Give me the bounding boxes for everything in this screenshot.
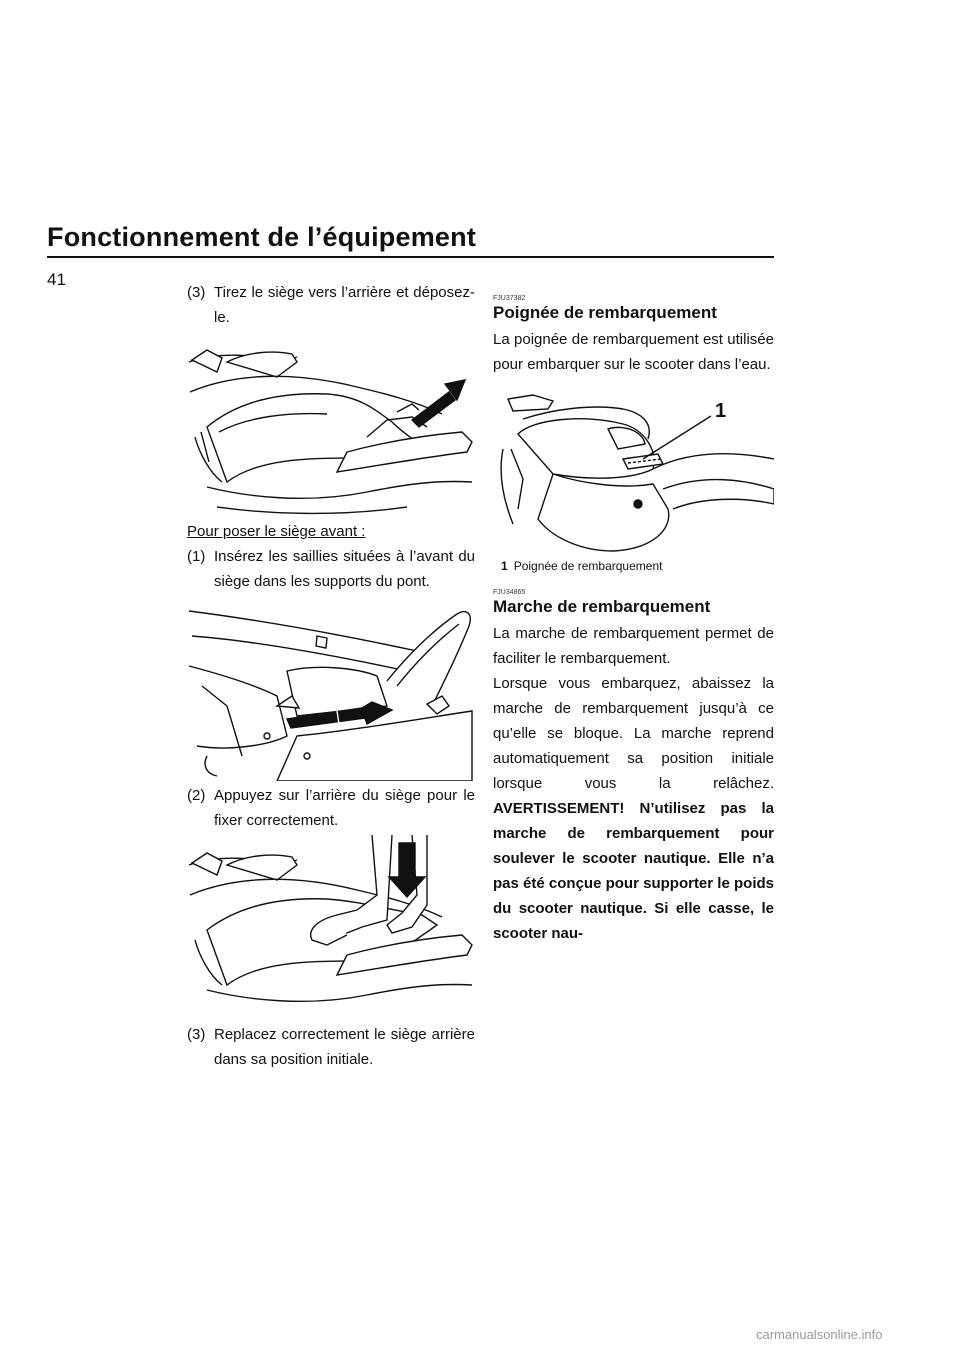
handle-body: La poignée de rembarquement est utilisée pour embarquer sur le scooter dans l’eau. xyxy=(493,331,774,373)
figure-press-seat xyxy=(187,835,475,1020)
step-remove-seat xyxy=(187,280,475,330)
step-install-3 xyxy=(187,1022,475,1072)
right-column xyxy=(493,280,774,946)
step-text: Appuyez sur l’arrière du siège pour le fixer correctement. xyxy=(214,787,475,829)
step-number: (1) xyxy=(187,548,206,565)
figure-handle xyxy=(493,379,774,554)
step-body-1: La marche de rembarquement permet de faciliter le rembarquement. xyxy=(493,625,774,667)
figure-insert-seat xyxy=(187,596,475,781)
install-heading: Pour poser le siège avant : xyxy=(187,523,366,540)
figure-pull-seat xyxy=(187,332,475,517)
section-code: FJU34865 xyxy=(493,589,526,596)
step-text: Tirez le siège vers l’arrière et déposez-le. xyxy=(214,284,475,326)
section-title-handle: Poignée de rembarquement xyxy=(493,303,717,322)
step-body-2-text: Lorsque vous embarquez, abaissez la marche de rembarquement jusqu’à ce qu’elle se bloque. La marche reprend automatiquement sa position initiale lorsque vous la relâchez. xyxy=(493,675,774,792)
step-number: (2) xyxy=(187,787,206,804)
caption-text: Poignée de rembarquement xyxy=(513,559,663,573)
caption-number: 1 xyxy=(501,559,508,573)
step-install-1 xyxy=(187,544,475,594)
step-number: (3) xyxy=(187,284,206,301)
step-text: Replacez correctement le siège arrière dans sa position initiale. xyxy=(214,1026,475,1068)
section-code: FJU37382 xyxy=(493,295,526,302)
page-title: Fonctionnement de l’équipement xyxy=(47,222,477,252)
header-rule xyxy=(47,256,774,258)
left-column xyxy=(187,280,475,1072)
step-body-2 xyxy=(493,671,774,946)
step-install-2 xyxy=(187,783,475,833)
page-number: 41 xyxy=(47,270,66,289)
callout-number: 1 xyxy=(715,400,727,422)
step-text: Insérez les saillies situées à l’avant du siège dans les supports du pont. xyxy=(214,548,475,590)
warning-text: AVERTISSEMENT! N’utilisez pas la marche de rembarquement pour soulever le scooter nautique. Elle n’a pas été conçue pour supporter le poids du scooter nautique. Si elle casse, le scooter nau- xyxy=(493,800,774,942)
figure-caption xyxy=(501,558,774,574)
step-number: (3) xyxy=(187,1026,206,1043)
section-title-step: Marche de rembarquement xyxy=(493,597,711,616)
watermark: carmanualsonline.info xyxy=(756,1327,883,1342)
